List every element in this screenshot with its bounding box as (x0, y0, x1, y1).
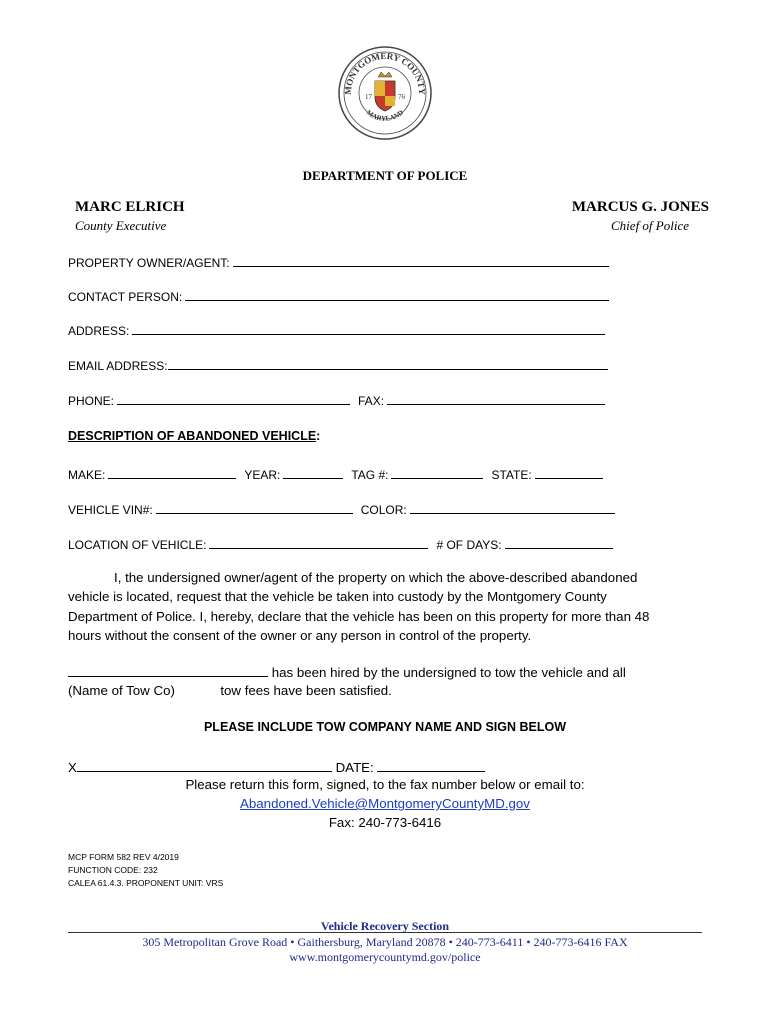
make-line[interactable] (108, 466, 236, 479)
tag-line[interactable] (391, 466, 483, 479)
vin-label: VEHICLE VIN#: (68, 503, 153, 517)
tow-company-row (68, 663, 626, 680)
police-chief-name: MARCUS G. JONES (571, 199, 709, 215)
email-line[interactable] (168, 357, 608, 370)
tow-hired-text: has been hired by the undersigned to tow the vehicle and all (271, 665, 626, 680)
vin-line[interactable] (156, 501, 353, 514)
declaration-line: hours without the consent of the owner or any person in control of the property. (68, 627, 532, 643)
return-instruction: Please return this form, signed, to the fax number below or email to: (185, 777, 585, 792)
make-year-tag-state-row (68, 466, 603, 482)
location-days-row (68, 536, 613, 552)
state-label: STATE: (491, 468, 532, 482)
phone-line[interactable] (117, 392, 350, 405)
signature-row (68, 758, 485, 775)
fax-line[interactable] (387, 392, 605, 405)
svg-text:MARYLAND: MARYLAND (364, 108, 406, 123)
svg-text:17: 17 (365, 93, 372, 101)
declaration-line: I, the undersigned owner/agent of the property on which the above-described abandoned (114, 570, 638, 585)
address-row (68, 322, 605, 338)
year-label: YEAR: (244, 468, 281, 482)
address-line[interactable] (132, 322, 605, 335)
property-owner-label: PROPERTY OWNER/AGENT: (68, 256, 230, 270)
police-chief-title: Chief of Police (611, 218, 689, 233)
vehicle-description-heading: DESCRIPTION OF ABANDONED VEHICLE: (68, 429, 321, 443)
location-line[interactable] (209, 536, 428, 549)
svg-text:76: 76 (398, 93, 405, 101)
date-label: DATE: (335, 760, 374, 775)
svg-text:MONTGOMERY COUNTY: MONTGOMERY COUNTY (342, 50, 428, 95)
fax-number: Fax: 240-773-6416 (328, 815, 442, 830)
footer-section-title: Vehicle Recovery Section (320, 919, 450, 933)
color-label: COLOR: (360, 503, 407, 517)
phone-label: PHONE: (68, 394, 115, 408)
footer-address: 305 Metropolitan Grove Road • Gaithersburg, Maryland 20878 • 240-773-6411 • 240-773-6416 FAX (142, 935, 628, 949)
function-code: FUNCTION CODE: 232 (68, 865, 158, 875)
department-title: DEPARTMENT OF POLICE (302, 168, 468, 183)
tow-company-line[interactable] (68, 663, 268, 677)
email-row (68, 357, 608, 373)
contact-person-label: CONTACT PERSON: (68, 290, 183, 304)
color-line[interactable] (410, 501, 615, 514)
declaration-line: vehicle is located, request that the vehicle be taken into custody by the Montgomery County (68, 589, 607, 605)
tow-caption-row (68, 683, 392, 698)
vin-color-row (68, 501, 615, 517)
tow-name-label: (Name of Tow Co) (68, 683, 175, 698)
tag-label: TAG #: (351, 468, 389, 482)
footer-website[interactable]: www.montgomerycountymd.gov/police (289, 950, 481, 964)
email-label: EMAIL ADDRESS: (68, 359, 168, 373)
sign-instruction: PLEASE INCLUDE TOW COMPANY NAME AND SIGN BELOW (203, 720, 567, 734)
county-executive-name: MARC ELRICH (75, 199, 185, 215)
days-label: # OF DAYS: (436, 538, 502, 552)
signature-line[interactable] (77, 758, 332, 772)
contact-person-line[interactable] (185, 288, 609, 301)
email-link[interactable]: Abandoned.Vehicle@MontgomeryCountyMD.gov (240, 796, 530, 811)
days-line[interactable] (505, 536, 613, 549)
email-link-row (0, 796, 770, 811)
property-owner-row (68, 254, 609, 270)
state-line[interactable] (535, 466, 603, 479)
declaration-paragraph (68, 568, 693, 645)
property-owner-line[interactable] (233, 254, 609, 267)
year-line[interactable] (283, 466, 343, 479)
address-label: ADDRESS: (68, 324, 130, 338)
phone-fax-row (68, 392, 605, 408)
make-label: MAKE: (68, 468, 106, 482)
fax-label: FAX: (358, 394, 385, 408)
footer-divider (68, 932, 702, 933)
declaration-line: Department of Police. I, hereby, declare that the vehicle has been on this property for more than 48 (68, 608, 650, 624)
calea-code: CALEA 61.4.3. PROPONENT UNIT: VRS (68, 878, 224, 888)
location-label: LOCATION OF VEHICLE: (68, 538, 207, 552)
form-number: MCP FORM 582 REV 4/2019 (68, 852, 179, 862)
county-seal-icon (337, 45, 433, 141)
signature-x: X (68, 760, 77, 775)
date-line[interactable] (377, 758, 485, 772)
tow-fees-text: tow fees have been satisfied. (220, 683, 392, 698)
county-executive-title: County Executive (75, 218, 167, 233)
contact-person-row (68, 288, 609, 304)
